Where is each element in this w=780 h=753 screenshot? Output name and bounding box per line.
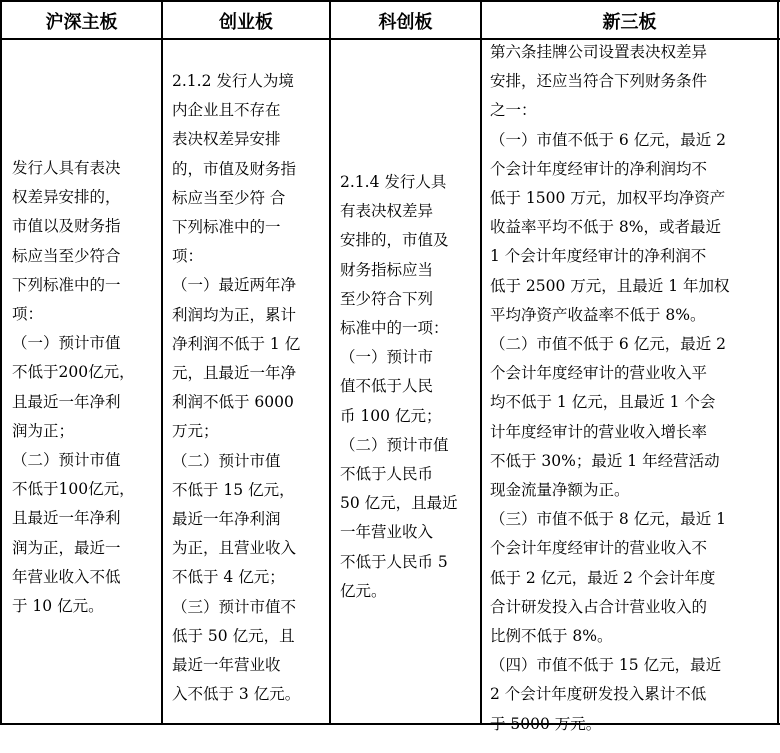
text-line: 安排，还应当符合下列财务条件: [490, 72, 708, 91]
text-line: 市值以及财务指: [12, 217, 121, 236]
text-line: 且最近一年净利: [12, 392, 121, 411]
text-line: 有表决权差异: [340, 202, 434, 221]
text-line: 标应当至少符 合: [172, 188, 286, 207]
text-line: 不低于人民币 5: [340, 552, 448, 571]
text-line: （三）预计市值不: [172, 597, 297, 616]
text-line: （一）预计市: [340, 348, 434, 367]
cell-neeq-requirements: [490, 38, 730, 739]
text-line: 个会计年度经审计的营业收入平: [490, 364, 708, 383]
text-line: 不低于100亿元，: [12, 480, 135, 499]
text-line: 润为正，最近一: [12, 538, 121, 557]
text-line: 净利润不低于 1 亿: [172, 334, 301, 353]
text-line: 不低于 15 亿元，: [172, 480, 295, 499]
text-line: 于 5000 万元。: [490, 714, 602, 733]
text-line: 元，且最近一年净: [172, 364, 297, 383]
header-chinext: 创业板: [219, 11, 273, 33]
text-line: 个会计年度经审计的营业收入不: [490, 539, 708, 558]
text-line: 2.1.4 发行人具: [340, 173, 447, 191]
text-line: 计年度经审计的营业收入增长率: [490, 422, 708, 441]
text-line: 币 100 亿元；: [340, 406, 442, 425]
text-line: 低于 1500 万元，加权平均净资产: [490, 189, 726, 208]
text-line: 利润不低于 6000: [172, 393, 294, 412]
text-line: 不低于人民币: [340, 465, 434, 484]
text-line: 项：: [12, 305, 44, 324]
header-neeq: 新三板: [602, 11, 657, 33]
cell-main-board-requirements: [12, 154, 135, 621]
text-line: （一）市值不低于 6 亿元，最近 2: [490, 130, 727, 149]
text-line: 收益率平均不低于 8%，或者最近: [490, 218, 722, 237]
text-line: 低于 2 亿元，最近 2 个会计年度: [490, 568, 716, 587]
text-line: （二）预计市值: [12, 451, 121, 470]
header-shanghai-shenzhen-main-board: 沪深主板: [45, 11, 118, 33]
text-line: （二）预计市值: [172, 451, 281, 470]
text-line: 2 个会计年度研发投入累计不低: [490, 685, 707, 704]
text-line: （二）预计市值: [340, 435, 449, 454]
text-line: 平均净资产收益率不低于 8%。: [490, 305, 706, 324]
text-line: 财务指标应当: [340, 260, 434, 279]
column-divider-2: [329, 0, 331, 725]
text-line: 于 10 亿元。: [12, 597, 104, 616]
text-line: 且最近一年净利: [12, 509, 121, 528]
text-line: 亿元。: [340, 581, 387, 600]
column-divider-3: [480, 0, 482, 725]
text-line: 标准中的一项：: [340, 319, 449, 338]
text-line: 个会计年度经审计的净利润均不: [490, 159, 708, 178]
text-line: 标应当至少符合: [12, 246, 121, 265]
text-line: （一）最近两年净: [172, 276, 297, 295]
text-line: 均不低于 1 亿元，且最近 1 个会: [490, 393, 716, 412]
text-line: （二）市值不低于 6 亿元，最近 2: [490, 335, 727, 354]
text-line: 项：: [172, 247, 204, 266]
text-line: 低于 2500 万元，且最近 1 年加权: [490, 276, 730, 295]
text-line: 利润均为正，累计: [172, 305, 297, 324]
text-line: 发行人具有表决: [12, 159, 121, 177]
text-line: 不低于 30%；最近 1 年经营活动: [490, 451, 720, 470]
column-divider-1: [161, 0, 163, 725]
text-line: 润为正；: [12, 421, 75, 440]
text-line: 一年营业收入: [340, 523, 434, 542]
text-line: 年营业收入不低: [12, 567, 121, 586]
text-line: 万元；: [172, 422, 219, 441]
text-line: 入不低于 3 亿元。: [172, 685, 301, 704]
text-line: 现金流量净额为正。: [490, 481, 630, 500]
text-line: 不低于 4 亿元；: [172, 568, 285, 587]
text-line: 之一：: [490, 101, 537, 120]
text-line: 不低于200亿元，: [12, 363, 135, 382]
table-left-border: [0, 0, 2, 725]
text-line: 低于 50 亿元，且: [172, 626, 295, 645]
text-line: 权差异安排的，: [12, 188, 121, 207]
text-line: 下列标准中的一: [12, 275, 121, 294]
text-line: 比例不低于 8%。: [490, 627, 613, 646]
text-line: 为正，且营业收入: [172, 539, 297, 558]
text-line: 第六条挂牌公司设置表决权差异: [490, 43, 708, 61]
text-line: 至少符合下列: [340, 289, 434, 308]
text-line: 内企业且不存在: [172, 101, 281, 120]
text-line: 2.1.2 发行人为境: [172, 72, 294, 90]
text-line: 50 亿元，且最近: [340, 494, 458, 513]
text-line: 的，市值及财务指: [172, 159, 297, 178]
text-line: （四）市值不低于 15 亿元，最近: [490, 656, 722, 675]
text-line: 合计研发投入占合计营业收入的: [490, 597, 708, 616]
text-line: 最近一年营业收: [172, 656, 281, 675]
text-line: （三）市值不低于 8 亿元，最近 1: [490, 510, 727, 529]
text-line: 值不低于人民: [340, 377, 434, 396]
text-line: （一）预计市值: [12, 334, 121, 353]
text-line: 最近一年净利润: [172, 510, 281, 529]
cell-chinext-requirements: [172, 67, 300, 709]
text-line: 安排的，市值及: [340, 231, 449, 250]
text-line: 表决权差异安排: [172, 130, 281, 149]
header-star-market: 科创板: [378, 11, 433, 33]
cell-star-market-requirements: [340, 168, 458, 606]
table-right-border: [777, 0, 779, 725]
text-line: 下列标准中的一: [172, 218, 281, 237]
text-line: 1 个会计年度经审计的净利润不: [490, 247, 707, 266]
